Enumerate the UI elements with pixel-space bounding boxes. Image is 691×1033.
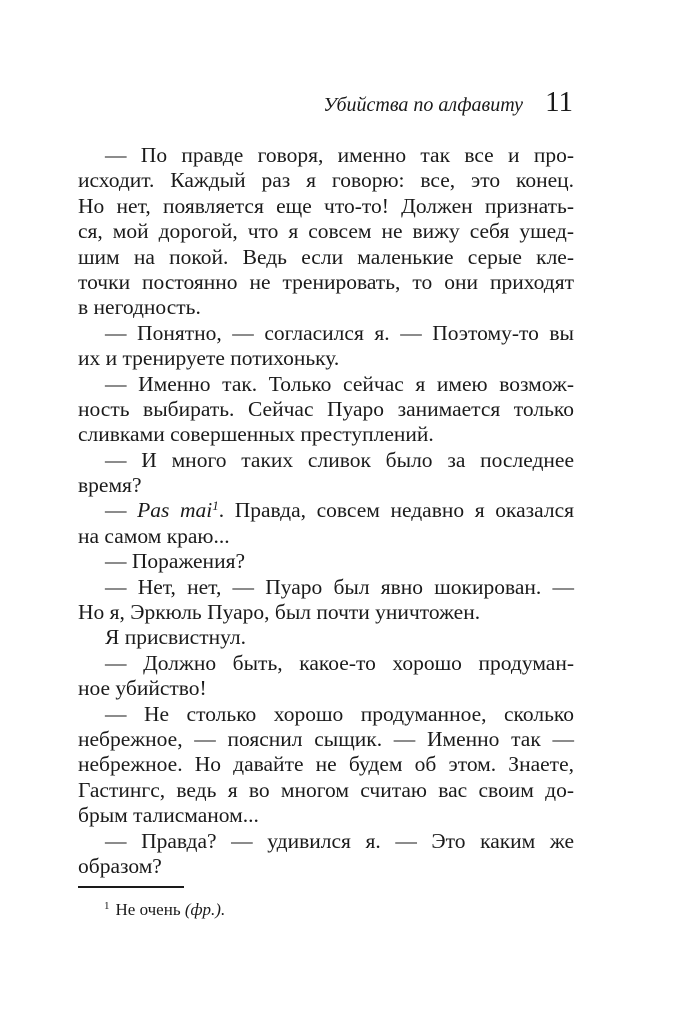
text-line: брым талисманом... bbox=[78, 803, 259, 828]
text-line: — Поражения? bbox=[105, 549, 246, 574]
text-line: в негодность. bbox=[78, 295, 201, 320]
page-number: 11 bbox=[545, 86, 573, 118]
text-line: — Понятно, — согласился я. — Поэтому-то вы bbox=[105, 320, 574, 345]
footnote-divider bbox=[78, 886, 184, 888]
text-line: исходит. Каждый раз я говорю: все, это конец. bbox=[78, 168, 574, 193]
text-line: Но нет, появляется еще что-то! Должен признать- bbox=[78, 193, 574, 218]
body-text bbox=[78, 143, 574, 879]
running-title: Убийства по алфавиту bbox=[323, 94, 524, 116]
text-line: — Именно так. Только сейчас я имею возмож- bbox=[105, 371, 574, 396]
text-line: — Должно быть, какое-то хорошо продуман- bbox=[105, 650, 574, 675]
text-line: ное убийство! bbox=[78, 676, 207, 701]
text-line: — И много таких сливок было за последнее bbox=[105, 447, 574, 472]
footnote-language-note: (фр.). bbox=[184, 900, 226, 919]
line-rest: . Правда, совсем недавно я оказался bbox=[218, 498, 575, 523]
text-line: шим на покой. Ведь если маленькие серые кле- bbox=[78, 244, 574, 269]
text-line: время? bbox=[78, 473, 142, 498]
text-line: их и тренируете потихоньку. bbox=[78, 346, 340, 371]
text-line: — Нет, нет, — Пуаро был явно шокирован. — bbox=[105, 574, 574, 599]
text-line: небрежное, — пояснил сыщик. — Именно так — bbox=[78, 726, 574, 751]
text-line: — Не столько хорошо продуманное, сколько bbox=[105, 701, 574, 726]
text-line: небрежное. Но давайте не будем об этом. Знаете, bbox=[78, 752, 574, 777]
text-line: — Правда? — удивился я. — Это каким же bbox=[105, 828, 574, 853]
footnote-text: Не очень bbox=[115, 900, 185, 919]
text-line: ность выбирать. Сейчас Пуаро занимается только bbox=[78, 396, 574, 421]
footnote bbox=[104, 900, 225, 920]
text-line-with-footnote bbox=[78, 498, 574, 523]
text-line: — По правде говоря, именно так все и про- bbox=[105, 143, 574, 167]
footnote-reference: 1 bbox=[212, 498, 219, 514]
text-line: ся, мой дорогой, что я совсем не вижу себя ушед- bbox=[78, 219, 574, 244]
text-line: Гастингс, ведь я во многом считаю вас своим до- bbox=[78, 777, 574, 802]
dash: — bbox=[105, 498, 138, 523]
text-line: Я присвистнул. bbox=[105, 625, 247, 650]
footnote-mark: 1 bbox=[104, 900, 110, 912]
text-line: образом? bbox=[78, 853, 162, 878]
text-line: сливками совершенных преступлений. bbox=[78, 422, 434, 447]
text-line: на самом краю... bbox=[78, 523, 230, 548]
page-header bbox=[323, 86, 573, 119]
text-line: Но я, Эркюль Пуаро, был почти уничтожен. bbox=[78, 600, 481, 625]
foreign-phrase: Pas mai bbox=[137, 498, 213, 523]
text-line: точки постоянно не тренировать, то они приходят bbox=[78, 269, 574, 294]
